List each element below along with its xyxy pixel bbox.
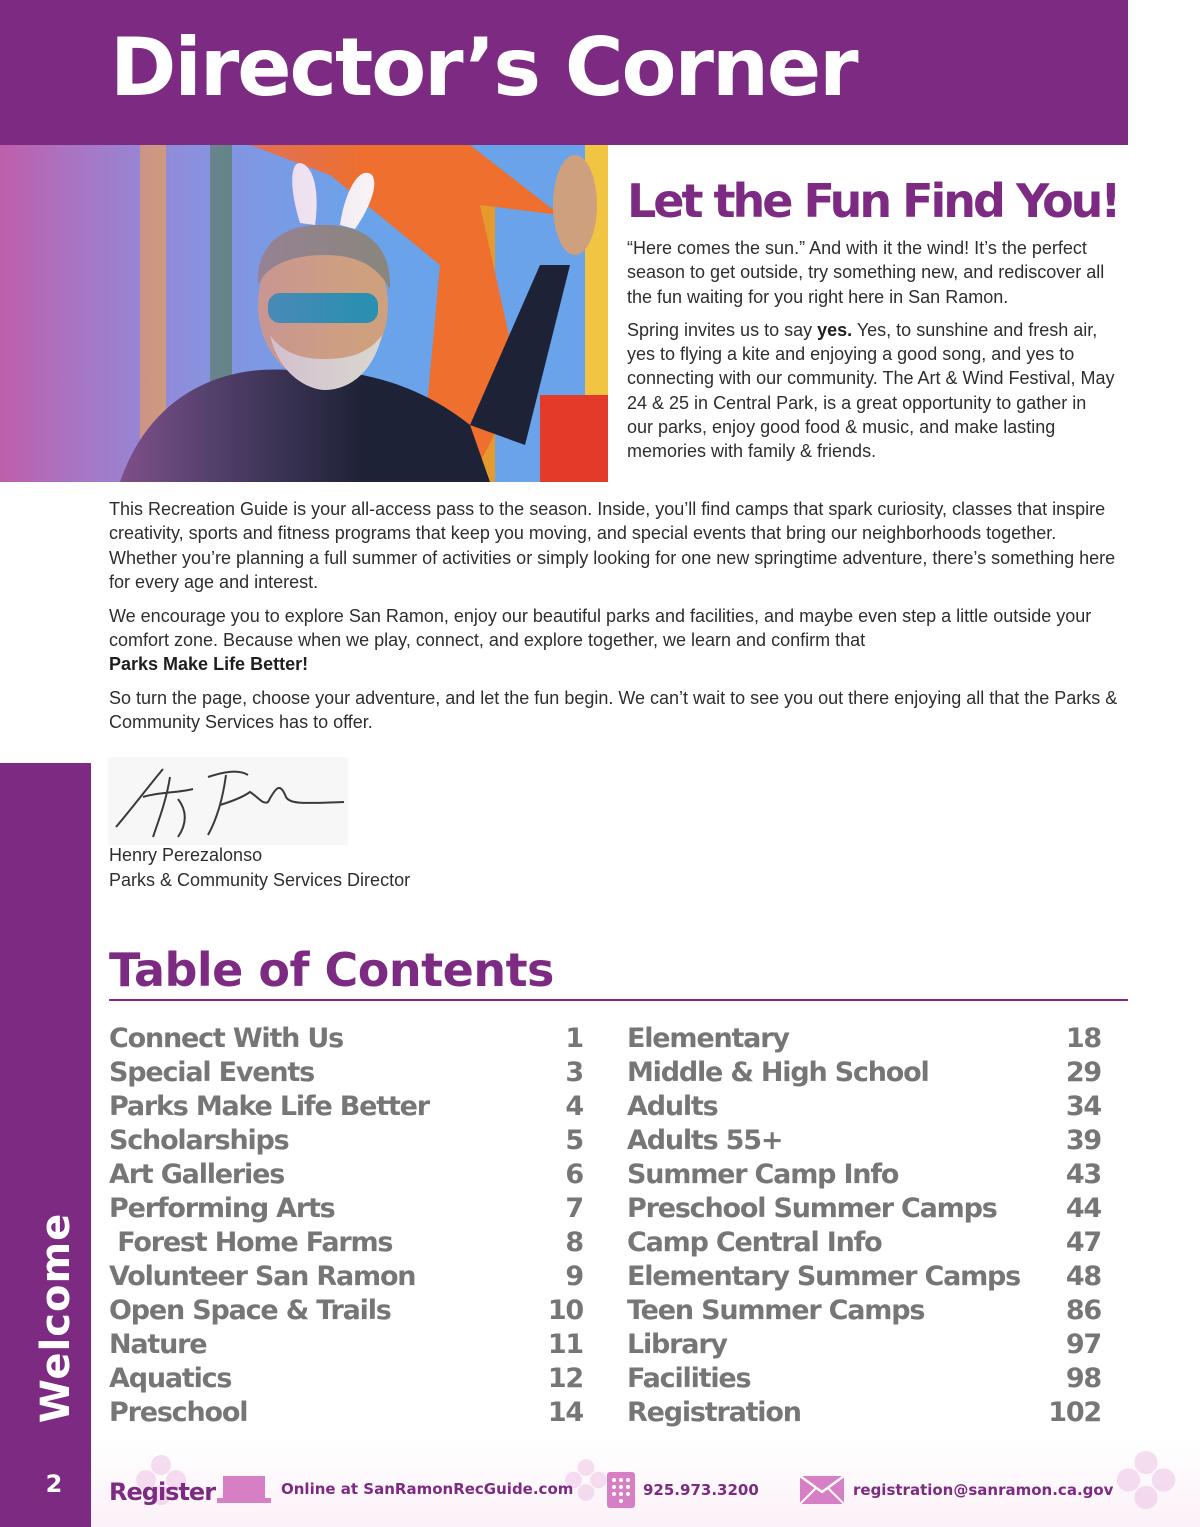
toc-title: Table of Contents bbox=[109, 943, 554, 997]
guide-paragraph: This Recreation Guide is your all-access pass to the season. Inside, you’ll find camps that spark curiosity, classes that inspire creativity, sports and fitness programs that keep you moving, and special events that bring our neighborhoods together. Whether you’re planning a full summer of activities or simply looking for one new springtime adventure, there’s something here for every age and interest. bbox=[109, 499, 1116, 592]
toc-label: Library bbox=[627, 1328, 727, 1360]
toc-label: Forest Home Farms bbox=[109, 1226, 393, 1258]
toc-page: 29 bbox=[1065, 1056, 1101, 1088]
toc-item-open-space-trails[interactable] bbox=[109, 1293, 583, 1327]
toc-page: 4 bbox=[565, 1090, 583, 1122]
toc-label: Preschool Summer Camps bbox=[627, 1192, 997, 1224]
flower-decoration bbox=[1111, 1445, 1181, 1515]
toc-page: 3 bbox=[565, 1056, 583, 1088]
toc-right-column bbox=[627, 1021, 1101, 1429]
toc-page: 12 bbox=[547, 1362, 583, 1394]
toc-page: 6 bbox=[565, 1158, 583, 1190]
phone-number: 925.973.3200 bbox=[643, 1481, 759, 1499]
register-label-wrap bbox=[109, 1478, 215, 1506]
explore-text: We encourage you to explore San Ramon, enjoy our beautiful parks and facilities, and maybe even step a little outside your comfort zone. Because when we play, connect, and explore together, we learn and confirm that bbox=[109, 605, 1092, 650]
spring-text-start: Spring invites us to say bbox=[627, 319, 818, 340]
toc-label: Teen Summer Camps bbox=[627, 1294, 925, 1326]
toc-page: 86 bbox=[1065, 1294, 1101, 1326]
director-photo bbox=[0, 145, 608, 482]
toc-page: 9 bbox=[565, 1260, 583, 1292]
toc-item-summer-camp-info[interactable] bbox=[627, 1157, 1101, 1191]
toc-page: 8 bbox=[565, 1226, 583, 1258]
toc-label: Adults 55+ bbox=[627, 1124, 783, 1156]
toc-label: Parks Make Life Better bbox=[109, 1090, 429, 1122]
toc-page: 102 bbox=[1048, 1396, 1101, 1428]
toc-label: Nature bbox=[109, 1328, 207, 1360]
toc-item-parks-make-life-better[interactable] bbox=[109, 1089, 583, 1123]
section-label: Welcome bbox=[33, 1212, 79, 1424]
toc-label: Aquatics bbox=[109, 1362, 232, 1394]
envelope-icon bbox=[800, 1476, 844, 1504]
toc-page: 48 bbox=[1065, 1260, 1101, 1292]
toc-page: 98 bbox=[1065, 1362, 1101, 1394]
toc-label: Middle & High School bbox=[627, 1056, 929, 1088]
signature-block bbox=[109, 843, 410, 892]
page-title: Director’s Corner bbox=[110, 21, 857, 114]
toc-item-teen-summer-camps[interactable] bbox=[627, 1293, 1101, 1327]
toc-item-library[interactable] bbox=[627, 1327, 1101, 1361]
toc-label: Volunteer San Ramon bbox=[109, 1260, 416, 1292]
online-link[interactable] bbox=[217, 1474, 573, 1504]
toc-label: Open Space & Trails bbox=[109, 1294, 391, 1326]
toc-item-volunteer-san-ramon[interactable] bbox=[109, 1259, 583, 1293]
toc-item-art-galleries[interactable] bbox=[109, 1157, 583, 1191]
toc-page: 5 bbox=[565, 1124, 583, 1156]
slogan-emphasis: Parks Make Life Better! bbox=[109, 654, 309, 675]
toc-item-scholarships[interactable] bbox=[109, 1123, 583, 1157]
toc-item-elementary-summer-camps[interactable] bbox=[627, 1259, 1101, 1293]
toc-item-camp-central-info[interactable] bbox=[627, 1225, 1101, 1259]
toc-item-registration[interactable] bbox=[627, 1395, 1101, 1429]
toc-item-preschool-summer-camps[interactable] bbox=[627, 1191, 1101, 1225]
toc-label: Elementary Summer Camps bbox=[627, 1260, 1021, 1292]
toc-page: 39 bbox=[1065, 1124, 1101, 1156]
toc-label: Adults bbox=[627, 1090, 718, 1122]
toc-item-connect-with-us[interactable] bbox=[109, 1021, 583, 1055]
toc-item-facilities[interactable] bbox=[627, 1361, 1101, 1395]
handwritten-signature bbox=[108, 757, 348, 845]
toc-page: 10 bbox=[547, 1294, 583, 1326]
toc-page: 34 bbox=[1065, 1090, 1101, 1122]
toc-left-column bbox=[109, 1021, 583, 1429]
toc-item-elementary[interactable] bbox=[627, 1021, 1101, 1055]
toc-page: 47 bbox=[1065, 1226, 1101, 1258]
toc-divider bbox=[109, 999, 1128, 1001]
phone-link[interactable] bbox=[607, 1472, 759, 1508]
toc-label: Special Events bbox=[109, 1056, 314, 1088]
explore-paragraph bbox=[109, 604, 1129, 677]
page-number: 2 bbox=[45, 1470, 63, 1498]
toc-item-preschool[interactable] bbox=[109, 1395, 583, 1429]
email-link[interactable] bbox=[800, 1476, 1113, 1504]
toc-page: 18 bbox=[1065, 1022, 1101, 1054]
email-address: registration@sanramon.ca.gov bbox=[853, 1481, 1114, 1499]
toc-label: Registration bbox=[627, 1396, 801, 1428]
register-label: Register bbox=[109, 1478, 216, 1506]
intro-column bbox=[627, 236, 1117, 473]
toc-item-forest-home-farms[interactable] bbox=[109, 1225, 583, 1259]
director-name: Henry Perezalonso bbox=[109, 845, 263, 865]
toc-label: Summer Camp Info bbox=[627, 1158, 899, 1190]
toc-page: 43 bbox=[1065, 1158, 1101, 1190]
intro-paragraph: “Here comes the sun.” And with it the wind! It’s the perfect season to get outside, try something new, and rediscover all the fun waiting for you right here in San Ramon. bbox=[627, 238, 1105, 307]
toc-page: 97 bbox=[1065, 1328, 1101, 1360]
toc-label: Scholarships bbox=[109, 1124, 289, 1156]
article-headline: Let the Fun Find You! bbox=[627, 174, 1119, 228]
toc-label: Connect With Us bbox=[109, 1022, 343, 1054]
toc-item-aquatics[interactable] bbox=[109, 1361, 583, 1395]
toc-label: Camp Central Info bbox=[627, 1226, 882, 1258]
spring-paragraph bbox=[627, 318, 1117, 464]
laptop-icon bbox=[217, 1474, 271, 1504]
toc-page: 44 bbox=[1065, 1192, 1101, 1224]
toc-item-special-events[interactable] bbox=[109, 1055, 583, 1089]
yes-emphasis: yes. bbox=[817, 319, 853, 340]
toc-page: 14 bbox=[547, 1396, 583, 1428]
toc-label: Elementary bbox=[627, 1022, 789, 1054]
toc-label: Art Galleries bbox=[109, 1158, 285, 1190]
toc-item-adults[interactable] bbox=[627, 1089, 1101, 1123]
toc-item-performing-arts[interactable] bbox=[109, 1191, 583, 1225]
phone-keypad-icon bbox=[607, 1472, 635, 1508]
toc-label: Performing Arts bbox=[109, 1192, 335, 1224]
toc-item-middle-high-school[interactable] bbox=[627, 1055, 1101, 1089]
toc-item-nature[interactable] bbox=[109, 1327, 583, 1361]
article-body bbox=[109, 497, 1129, 744]
closing-paragraph: So turn the page, choose your adventure, and let the fun begin. We can’t wait to see you out there enjoying all that the Parks & Community Services has to offer. bbox=[109, 688, 1118, 733]
director-role: Parks & Community Services Director bbox=[109, 869, 411, 890]
online-url: Online at SanRamonRecGuide.com bbox=[281, 1480, 574, 1498]
toc-page: 1 bbox=[565, 1022, 583, 1054]
toc-page: 11 bbox=[547, 1328, 583, 1360]
toc-label: Preschool bbox=[109, 1396, 248, 1428]
spring-text-end: Yes, to sunshine and fresh air, yes to flying a kite and enjoying a good song, and yes to connecting with our community. The Art & Wind Festival, May 24 & 25 in Central Park, is a great opportunity to gather in our parks, enjoy good food & music, and make lasting memories with family & friends. bbox=[627, 319, 1115, 462]
toc-item-adults-55[interactable] bbox=[627, 1123, 1101, 1157]
toc-page: 7 bbox=[565, 1192, 583, 1224]
toc-label: Facilities bbox=[627, 1362, 751, 1394]
